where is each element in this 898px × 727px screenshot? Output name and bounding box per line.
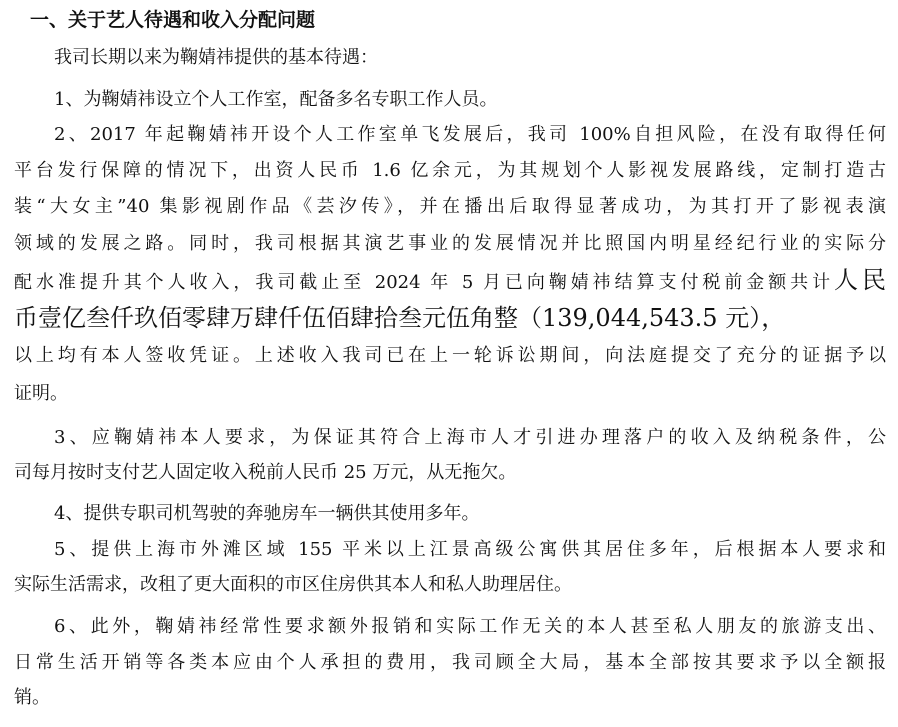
item-3-line-2: 司每月按时支付艺人固定收入税前人民币 25 万元，从无拖欠。 [14,462,517,483]
item-2-line-3: 装“大女主”40 集影视剧作品《芸汐传》，并在播出后取得显著成功，为其打开了影视表演 [14,196,886,217]
section-heading: 一、关于艺人待遇和收入分配问题 [30,9,316,31]
item-2-line-7: 以上均有本人签收凭证。上述收入我司已在上一轮诉讼期间，向法庭提交了充分的证据予以 [14,345,886,366]
intro-paragraph: 我司长期以来为鞠婧祎提供的基本待遇： [54,47,378,68]
item-2-line-1: 2、2017 年起鞠婧祎开设个人工作室单飞发展后，我司 100%自担风险，在没有取得任何 [54,124,886,145]
item-3-line-1: 3、应鞠婧祎本人要求，为保证其符合上海市人才引进办理落户的收入及纳税条件，公 [54,427,886,448]
item-6-line-3: 销。 [14,687,50,708]
item-2-line-5 [14,266,886,297]
item-4: 4、提供专职司机驾驶的奔驰房车一辆供其使用多年。 [54,503,480,524]
item-2-line-5-emphasis: 人民 [834,266,886,294]
item-5-line-1: 5、提供上海市外滩区域 155 平米以上江景高级公寓供其居住多年，后根据本人要求和 [54,539,886,560]
item-2-line-2: 平台发行保障的情况下，出资人民币 1.6 亿余元，为其规划个人影视发展路线，定制打造古 [14,160,886,181]
item-6-line-1: 6、此外，鞠婧祎经常性要求额外报销和实际工作无关的本人甚至私人朋友的旅游支出、 [54,616,886,637]
item-1: 1、为鞠婧祎设立个人工作室，配备多名专职工作人员。 [54,89,498,110]
item-2-line-5-text: 配水准提升其个人收入，我司截止至 2024 年 5 月已向鞠婧祎结算支付税前金额共计 [14,272,835,293]
item-2-amount-line: 币壹亿叁仟玖佰零肆万肆仟伍佰肆拾叁元伍角整（139,044,543.5 元）， [14,304,786,332]
item-6-line-2: 日常生活开销等各类本应由个人承担的费用，我司顾全大局，基本全部按其要求予以全额报 [14,652,886,673]
item-5-line-2: 实际生活需求，改租了更大面积的市区住房供其本人和私人助理居住。 [14,574,572,595]
item-2-line-8: 证明。 [14,383,68,404]
item-2-line-4: 领域的发展之路。同时，我司根据其演艺事业的发展情况并比照国内明星经纪行业的实际分 [14,233,886,254]
